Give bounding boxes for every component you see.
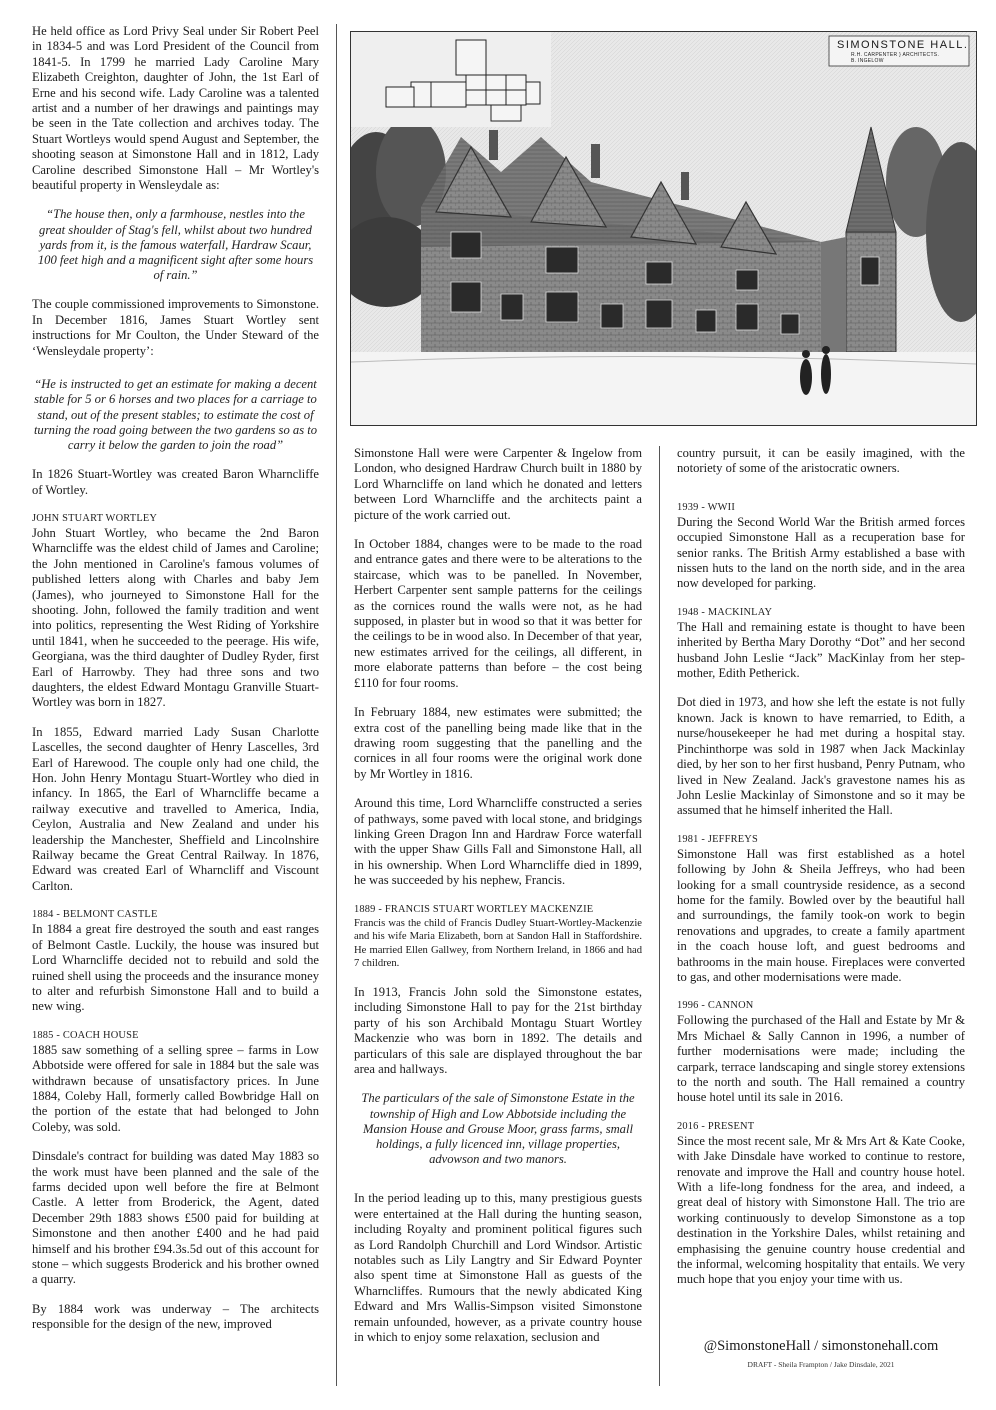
section-heading: 1981 - JEFFREYS: [677, 833, 758, 845]
paragraph: Dinsdale's contract for building was dated May 1883 so the work must have been planned and the sale of the farms decided upon well before the fire at Belmont Castle. A letter from Broderick, the Agent, dated December 29th 1883 shows £500 paid for building at Simonstone and then another £400 and he had paid himself and his brother £94.3s.5d out of this account for stone – which suggests Broderick and his brother owned a quarry.: [32, 1149, 319, 1287]
paragraph: The couple commissioned improvements to Simonstone. In December 1816, James Stuart Wortley sent instructions for Mr Coulton, the Under Steward of the ‘Wensleydale property’:: [32, 297, 319, 358]
column-right: [677, 446, 965, 1302]
paragraph: In 1884 a great fire destroyed the south and east ranges of Belmont Castle. Luckily, the house was insured but Lord Wharncliffe decided not to rebuild and sold the ruined shell using the proceeds and the insurance money to alter and refurbish Simonstone Hall and to build a new wing.: [32, 922, 319, 1014]
social-handle: @SimonstoneHall / simonstonehall.com: [703, 1338, 939, 1354]
section-heading: 1885 - COACH HOUSE: [32, 1029, 139, 1041]
paragraph: 1885 saw something of a selling spree – farms in Low Abbotside were offered for sale in 1884 but the sale was withdrawn because of unsatisfactory prices. In June 1884, Coleby Hall, formerly called Bowbridge Hall on the portion of the estate that had belonged to John Coleby, was sold.: [32, 1042, 319, 1134]
section-heading: 1996 - CANNON: [677, 1000, 754, 1012]
paragraph: In 1913, Francis John sold the Simonstone estates, including Simonstone Hall to pay for the 21st birthday party of his son Archibald Montagu Stuart Wortley Mackenzie who was born in 1892. The details and particulars of this sale are displayed throughout the bar area and hallways.: [354, 984, 642, 1076]
quote: The particulars of the sale of Simonstone Estate in the township of High and Low Abbotside including the Mansion House and Grouse Moor, grass farms, small holdings, a fully licenced inn, village properties, advowson and two manors.: [361, 1091, 635, 1167]
quote: “He is instructed to get an estimate for making a decent stable for 5 or 6 horses and two places for a carriage to stand, out of the present stables; to estimate the cost of turning the road going between the two gardens so as to carry it below the garden to join the road”: [33, 377, 318, 452]
paragraph: Dot died in 1973, and how she left the estate is not fully known. Jack is known to have remarried, to Edith, a nurse/housekeeper he had met during a hospital stay. Pinchinthorpe was sold in 1987 when Jack Mackinlay died, by her son to her first husband, Penry Putnam, who lived in New Zealand. Jack's gravestone names his as John Leslie Mackinlay of Simonstone and so it may be assumed that he himself inherited the Hall.: [677, 695, 965, 818]
simonstone-hall-illustration: [350, 31, 977, 426]
illustration-credit: R.H. CARPENTER } ARCHITECTS.: [851, 52, 940, 58]
illustration-credit: B. INGELOW: [851, 58, 884, 64]
section-heading: 2016 - PRESENT: [677, 1120, 755, 1132]
paragraph: During the Second World War the British armed forces occupied Simonstone Hall as a recuperation base for senior ranks. The British Army established a base with nissen huts to the land on the north side, and in the area now developed for parking.: [677, 514, 965, 591]
paragraph: Following the purchased of the Hall and Estate by Mr & Mrs Michael & Sally Cannon in 1996, a number of further modernisations were made; including the carpark, terrace landscaping and single storey extensions to the north and south. The Hall remained a country house hotel until its sale in 2016.: [677, 1013, 965, 1105]
paragraph: country pursuit, it can be easily imagined, with the notoriety of some of the aristocratic owners.: [677, 446, 965, 476]
paragraph: In October 1884, changes were to be made to the road and entrance gates and there were to be alterations to the staircase, which was to be panelled. In November, Herbert Carpenter sent sample patterns for the ceilings as the cornices round the walls were not, as he had supposed, in plaster but in wood so that it was better for the ceilings to be in wood also. In December of that year, new estimates arrived for the ceilings, all different, in more elaborate patterns than before – the cost being £110 for four rooms.: [354, 537, 643, 690]
paragraph: By 1884 work was underway – The architects responsible for the design of the new, improved: [32, 1301, 319, 1332]
floor-plan-inset: [351, 32, 551, 127]
column-divider: [659, 446, 660, 1386]
draft-credit: DRAFT - Sheila Frampton / Jake Dinsdale, 2021: [747, 1360, 895, 1369]
paragraph: John Stuart Wortley, who became the 2nd Baron Wharncliffe was the eldest child of James and Caroline; the John mentioned in Caroline's famous volumes of published letters along with Charles and baby Jem (James), who journeyed to Simonstone Hall for the shooting. John, followed the family tradition and went into politics, representing the West Riding of Yorkshire until 1841, when he succeeded to the peerage. His wife, Georgiana, was the third daughter of Dudley Ryder, first Earl of Harrowby. They had three sons and two daughters, the eldest Edward Montagu Granville Stuart-Wortley was born in 1827.: [32, 525, 319, 710]
illustration-title: SIMONSTONE HALL.: [837, 39, 969, 51]
section-heading: 1939 - WWII: [677, 501, 735, 513]
quote: “The house then, only a farmhouse, nestles into the great shoulder of Stag's fell, whilst about two hundred yards from it, is the famous waterfall, Hardraw Scaur, 100 feet high and a magnificent sight after some hours of rain.”: [37, 207, 314, 283]
section-heading: 1884 - BELMONT CASTLE: [32, 909, 158, 921]
column-middle: [354, 446, 642, 1359]
section-heading: JOHN STUART WORTLEY: [32, 512, 158, 524]
paragraph: In 1855, Edward married Lady Susan Charlotte Lascelles, the second daughter of Henry Lascelles, 3rd Earl of Harewood. The couple only had one child, the Hon. John Henry Montagu Stuart-Wortley who died in infancy. In 1865, the Earl of Wharncliffe became a railway executive and travelled to America, India, Ceylon, Australia and New Zealand and under his leadership the Manchester, Sheffield and Lincolnshire Railway became the Great Central Railway. In 1876, Edward was created Earl of Wharncliff and Viscount Carlton.: [32, 724, 319, 893]
column-divider: [336, 24, 337, 1386]
paragraph: Around this time, Lord Wharncliffe constructed a series of pathways, some paved with local stone, and bridgings linking Green Dragon Inn and Hardraw Force waterfall with the upper Shaw Gills Fall and Simonstone Hall, all in his ownership. When Lord Wharncliffe died in 1899, he was succeeded by his nephew, Francis.: [354, 796, 642, 888]
paragraph: In the period leading up to this, many prestigious guests were entertained at the Hall during the hunting season, including Royalty and prominent political figures such as Lord Randolph Churchill and Lord Windsor. Artistic notables such as Lily Langtry and Sir Edward Poynter also spent time at Simonstone Hall as guests of the Wharncliffes. Rumours that the newly abdicated King Edward and Mrs Wallis-Simpson visited Simonstone remain unfounded, however, as a private country house in which to enjoy some relaxation, seclusion and: [354, 1191, 642, 1345]
paragraph: Simonstone Hall were were Carpenter & Ingelow from London, who designed Hardraw Church built in 1880 by Lord Wharncliffe on land which he donated and letters between Lord Wharncliffe and the architects paint a picture of the work carried out.: [354, 446, 642, 522]
section-heading: 1889 - FRANCIS STUART WORTLEY MACKENZIE: [354, 903, 594, 915]
paragraph: In February 1884, new estimates were submitted; the extra cost of the panelling being made like that in the drawing room suggesting that the panelling and the cornices in all four rooms were the original work done by Mr Wortley in 1816.: [354, 705, 642, 781]
paragraph: Since the most recent sale, Mr & Mrs Art & Kate Cooke, with Jake Dinsdale have worked to continue to restore, renovate and improve the Hall and country house hotel. With a life-long fondness for the area, and indeed, a great deal of history with Simonstone Hall. The trio are working continuously to develop Simonstone as a top destination in the Yorkshire Dales, whilst retaining and emphasising the genuine country house credential and the informal, welcoming hospitality that entails. We very much hope that you enjoy your time with us.: [677, 1133, 965, 1287]
column-left: [32, 24, 319, 1347]
paragraph: In 1826 Stuart-Wortley was created Baron Wharncliffe of Wortley.: [32, 467, 319, 497]
paragraph: Simonstone Hall was first established as a hotel following by John & Sheila Jeffreys, who had been looking for a small countryside residence, as a second home for the family. Bowled over by the beautiful hall and surroundings, the family took-on work to begin renovations and upgrades, to create a family apartment in the coach house loft, and guest bedrooms and bathrooms in the main house. Fireplaces were converted to gas, and other modernisations were made.: [677, 846, 965, 984]
section-heading: 1948 - MACKINLAY: [677, 606, 773, 618]
paragraph: He held office as Lord Privy Seal under Sir Robert Peel in 1834-5 and was Lord President of the Council from 1841-5. In 1799 he married Lady Caroline Mary Elizabeth Creighton, daughter of John, the 1st Earl of Erne and his second wife. Lady Caroline was a talented artist and a number of her drawings and paintings may be seen in the Tate collection and archives today. The Stuart Wortleys would spend August and September, the shooting season at Simonstone Hall and in 1812, Lady Caroline described Simonstone Hall – Mr Wortley's beautiful property in Wensleydale as:: [32, 24, 319, 193]
paragraph: Francis was the child of Francis Dudley Stuart-Wortley-Mackenzie and his wife Maria Elizabeth, born at Sandon Hall in Staffordshire. He married Ellen Gallwey, from Northern Ireland, in 1866 and had 7 children.: [354, 917, 642, 970]
paragraph: The Hall and remaining estate is thought to have been inherited by Bertha Mary Dorothy “Dot” and her second husband John Leslie “Jack” MacKinlay from her step-mother, Edith Petherick.: [677, 619, 965, 681]
